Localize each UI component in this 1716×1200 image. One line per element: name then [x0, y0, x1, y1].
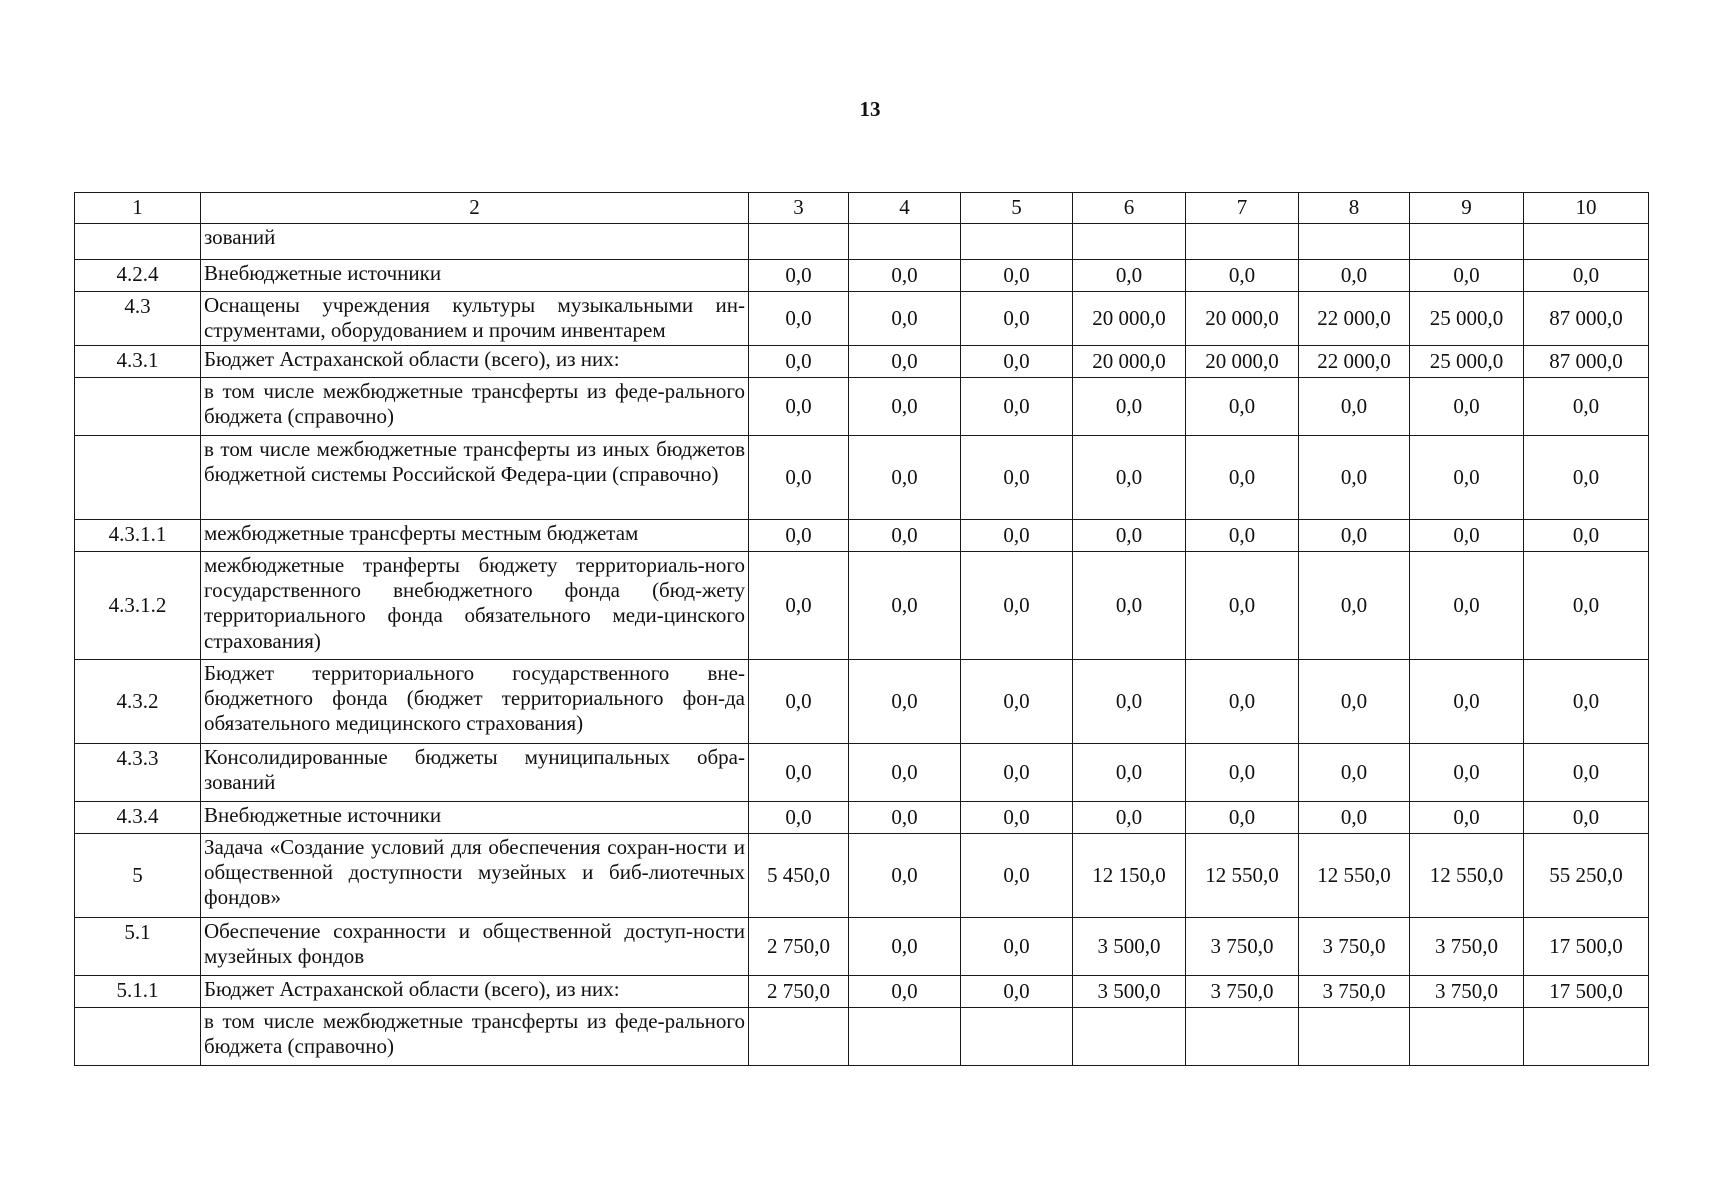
- row-description: Задача «Создание условий для обеспечения сохран-ности и общественной доступности музейных и биб-лиотечных фондов»: [201, 834, 749, 918]
- row-description: Бюджет Астраханской области (всего), из них:: [201, 346, 749, 378]
- value-cell: 0,0: [1524, 436, 1649, 520]
- row-code: 4.3.1: [75, 346, 201, 378]
- value-cell: 0,0: [961, 834, 1073, 918]
- row-description: Оснащены учреждения культуры музыкальными ин-струментами, оборудованием и прочим инвентарем: [201, 292, 749, 346]
- value-cell: 0,0: [1073, 552, 1186, 660]
- value-cell: 0,0: [1299, 802, 1410, 834]
- row-code: 5.1: [75, 918, 201, 976]
- value-cell: 87 000,0: [1524, 346, 1649, 378]
- table-row: [75, 520, 1649, 552]
- value-cell: 0,0: [961, 918, 1073, 976]
- value-cell: 0,0: [1410, 660, 1524, 744]
- value-cell: 0,0: [1524, 378, 1649, 436]
- value-cell: [961, 1008, 1073, 1066]
- value-cell: 22 000,0: [1299, 292, 1410, 346]
- value-cell: 0,0: [1299, 378, 1410, 436]
- row-code: 5: [75, 834, 201, 918]
- table-row: [75, 918, 1649, 976]
- value-cell: 3 500,0: [1073, 918, 1186, 976]
- row-code: 4.3.3: [75, 744, 201, 802]
- column-header: 9: [1410, 193, 1524, 224]
- row-description: зований: [201, 224, 749, 260]
- value-cell: 0,0: [849, 378, 961, 436]
- value-cell: 0,0: [1524, 802, 1649, 834]
- value-cell: 17 500,0: [1524, 918, 1649, 976]
- value-cell: 22 000,0: [1299, 346, 1410, 378]
- value-cell: 0,0: [1073, 520, 1186, 552]
- row-description: межбюджетные транферты бюджету территориаль-ного государственного внебюджетного фонда (бюд-жету территориального фонда обязательного меди-цинского страхования): [201, 552, 749, 660]
- value-cell: 0,0: [749, 436, 849, 520]
- value-cell: 0,0: [1524, 520, 1649, 552]
- value-cell: 0,0: [1410, 436, 1524, 520]
- value-cell: 0,0: [1186, 660, 1299, 744]
- row-code: [75, 436, 201, 520]
- value-cell: 0,0: [849, 744, 961, 802]
- value-cell: 0,0: [749, 520, 849, 552]
- value-cell: 12 550,0: [1299, 834, 1410, 918]
- value-cell: 0,0: [961, 976, 1073, 1008]
- row-description: Внебюджетные источники: [201, 260, 749, 292]
- row-code: 4.3.4: [75, 802, 201, 834]
- row-description: Обеспечение сохранности и общественной доступ-ности музейных фондов: [201, 918, 749, 976]
- value-cell: [1073, 1008, 1186, 1066]
- value-cell: 0,0: [1299, 260, 1410, 292]
- value-cell: [1186, 1008, 1299, 1066]
- budget-table: [74, 192, 1649, 1066]
- value-cell: 0,0: [961, 292, 1073, 346]
- value-cell: 0,0: [1073, 744, 1186, 802]
- value-cell: 0,0: [1524, 744, 1649, 802]
- value-cell: 0,0: [961, 744, 1073, 802]
- value-cell: 2 750,0: [749, 918, 849, 976]
- value-cell: 3 750,0: [1186, 976, 1299, 1008]
- column-header: 10: [1524, 193, 1649, 224]
- value-cell: 0,0: [961, 802, 1073, 834]
- value-cell: 0,0: [1299, 744, 1410, 802]
- value-cell: 0,0: [1073, 436, 1186, 520]
- value-cell: 0,0: [1299, 520, 1410, 552]
- value-cell: 0,0: [849, 292, 961, 346]
- column-header: 8: [1299, 193, 1410, 224]
- value-cell: 0,0: [1073, 260, 1186, 292]
- row-description: в том числе межбюджетные трансферты из иных бюджетов бюджетной системы Российской Федера-ции (справочно): [201, 436, 749, 520]
- value-cell: 12 150,0: [1073, 834, 1186, 918]
- value-cell: [749, 224, 849, 260]
- page-number: 13: [859, 97, 881, 121]
- table-row: [75, 976, 1649, 1008]
- row-description: межбюджетные трансферты местным бюджетам: [201, 520, 749, 552]
- column-header: 5: [961, 193, 1073, 224]
- table-row: [75, 834, 1649, 918]
- value-cell: 0,0: [849, 660, 961, 744]
- value-cell: 0,0: [749, 802, 849, 834]
- value-cell: 0,0: [849, 976, 961, 1008]
- table-row: [75, 552, 1649, 660]
- value-cell: 20 000,0: [1186, 346, 1299, 378]
- value-cell: 3 750,0: [1186, 918, 1299, 976]
- value-cell: 0,0: [1186, 802, 1299, 834]
- column-header: 7: [1186, 193, 1299, 224]
- row-description: в том числе межбюджетные трансферты из феде-рального бюджета (справочно): [201, 378, 749, 436]
- value-cell: 0,0: [1299, 436, 1410, 520]
- value-cell: 0,0: [961, 520, 1073, 552]
- row-description: Внебюджетные источники: [201, 802, 749, 834]
- value-cell: [1410, 1008, 1524, 1066]
- value-cell: 0,0: [849, 552, 961, 660]
- value-cell: 3 750,0: [1410, 918, 1524, 976]
- value-cell: 0,0: [749, 744, 849, 802]
- value-cell: [1186, 224, 1299, 260]
- value-cell: [1524, 1008, 1649, 1066]
- value-cell: 5 450,0: [749, 834, 849, 918]
- value-cell: 0,0: [849, 260, 961, 292]
- value-cell: 0,0: [749, 292, 849, 346]
- value-cell: 3 750,0: [1410, 976, 1524, 1008]
- row-code: [75, 224, 201, 260]
- row-description: Бюджет Астраханской области (всего), из них:: [201, 976, 749, 1008]
- value-cell: 0,0: [749, 552, 849, 660]
- row-description: Бюджет территориального государственного вне-бюджетного фонда (бюджет территориального фон-да обязательного медицинского страхования): [201, 660, 749, 744]
- value-cell: [961, 224, 1073, 260]
- row-code: [75, 378, 201, 436]
- value-cell: 0,0: [1410, 378, 1524, 436]
- row-code: 4.2.4: [75, 260, 201, 292]
- table-row: [75, 224, 1649, 260]
- value-cell: 0,0: [749, 346, 849, 378]
- value-cell: 20 000,0: [1073, 346, 1186, 378]
- row-code: 4.3.1.1: [75, 520, 201, 552]
- value-cell: [1299, 1008, 1410, 1066]
- value-cell: 0,0: [1524, 660, 1649, 744]
- value-cell: 0,0: [849, 346, 961, 378]
- value-cell: 17 500,0: [1524, 976, 1649, 1008]
- row-code: 5.1.1: [75, 976, 201, 1008]
- column-header: 2: [201, 193, 749, 224]
- value-cell: [749, 1008, 849, 1066]
- table-row: [75, 346, 1649, 378]
- column-header: 1: [75, 193, 201, 224]
- value-cell: 0,0: [1299, 552, 1410, 660]
- table-row: [75, 260, 1649, 292]
- table-row: [75, 292, 1649, 346]
- value-cell: 25 000,0: [1410, 292, 1524, 346]
- value-cell: 0,0: [961, 552, 1073, 660]
- value-cell: 0,0: [961, 378, 1073, 436]
- value-cell: 87 000,0: [1524, 292, 1649, 346]
- row-description: Консолидированные бюджеты муниципальных обра-зований: [201, 744, 749, 802]
- value-cell: 12 550,0: [1410, 834, 1524, 918]
- value-cell: 0,0: [849, 918, 961, 976]
- table-row: [75, 660, 1649, 744]
- value-cell: 0,0: [1186, 436, 1299, 520]
- value-cell: 0,0: [1410, 260, 1524, 292]
- row-code: 4.3: [75, 292, 201, 346]
- value-cell: 3 750,0: [1299, 976, 1410, 1008]
- value-cell: 0,0: [849, 802, 961, 834]
- value-cell: 0,0: [961, 436, 1073, 520]
- value-cell: 0,0: [749, 260, 849, 292]
- value-cell: 3 500,0: [1073, 976, 1186, 1008]
- value-cell: 0,0: [961, 260, 1073, 292]
- value-cell: 0,0: [849, 436, 961, 520]
- row-code: 4.3.2: [75, 660, 201, 744]
- value-cell: [1299, 224, 1410, 260]
- value-cell: 0,0: [1073, 660, 1186, 744]
- value-cell: 0,0: [961, 660, 1073, 744]
- table-row: [75, 1008, 1649, 1066]
- value-cell: 0,0: [1186, 378, 1299, 436]
- value-cell: 0,0: [1186, 744, 1299, 802]
- row-description: в том числе межбюджетные трансферты из феде-рального бюджета (справочно): [201, 1008, 749, 1066]
- value-cell: [849, 1008, 961, 1066]
- value-cell: 0,0: [1073, 378, 1186, 436]
- value-cell: [1410, 224, 1524, 260]
- value-cell: 0,0: [1299, 660, 1410, 744]
- row-code: 4.3.1.2: [75, 552, 201, 660]
- table-row: [75, 378, 1649, 436]
- value-cell: 0,0: [849, 520, 961, 552]
- value-cell: [1524, 224, 1649, 260]
- value-cell: 0,0: [1186, 552, 1299, 660]
- column-header: 4: [849, 193, 961, 224]
- column-header: 3: [749, 193, 849, 224]
- table-row: [75, 802, 1649, 834]
- value-cell: 25 000,0: [1410, 346, 1524, 378]
- value-cell: 3 750,0: [1299, 918, 1410, 976]
- value-cell: 2 750,0: [749, 976, 849, 1008]
- value-cell: 0,0: [1410, 552, 1524, 660]
- value-cell: 0,0: [1524, 552, 1649, 660]
- value-cell: 0,0: [749, 378, 849, 436]
- value-cell: 0,0: [1410, 520, 1524, 552]
- column-header: 6: [1073, 193, 1186, 224]
- value-cell: 0,0: [1410, 744, 1524, 802]
- value-cell: 0,0: [749, 660, 849, 744]
- value-cell: 0,0: [961, 346, 1073, 378]
- table-row: [75, 436, 1649, 520]
- value-cell: 20 000,0: [1186, 292, 1299, 346]
- value-cell: 20 000,0: [1073, 292, 1186, 346]
- value-cell: [849, 224, 961, 260]
- value-cell: 55 250,0: [1524, 834, 1649, 918]
- table-row: [75, 744, 1649, 802]
- column-number-row: [75, 193, 1649, 224]
- value-cell: 0,0: [1186, 520, 1299, 552]
- value-cell: 0,0: [849, 834, 961, 918]
- value-cell: 12 550,0: [1186, 834, 1299, 918]
- row-code: [75, 1008, 201, 1066]
- value-cell: 0,0: [1073, 802, 1186, 834]
- value-cell: 0,0: [1524, 260, 1649, 292]
- value-cell: [1073, 224, 1186, 260]
- value-cell: 0,0: [1410, 802, 1524, 834]
- value-cell: 0,0: [1186, 260, 1299, 292]
